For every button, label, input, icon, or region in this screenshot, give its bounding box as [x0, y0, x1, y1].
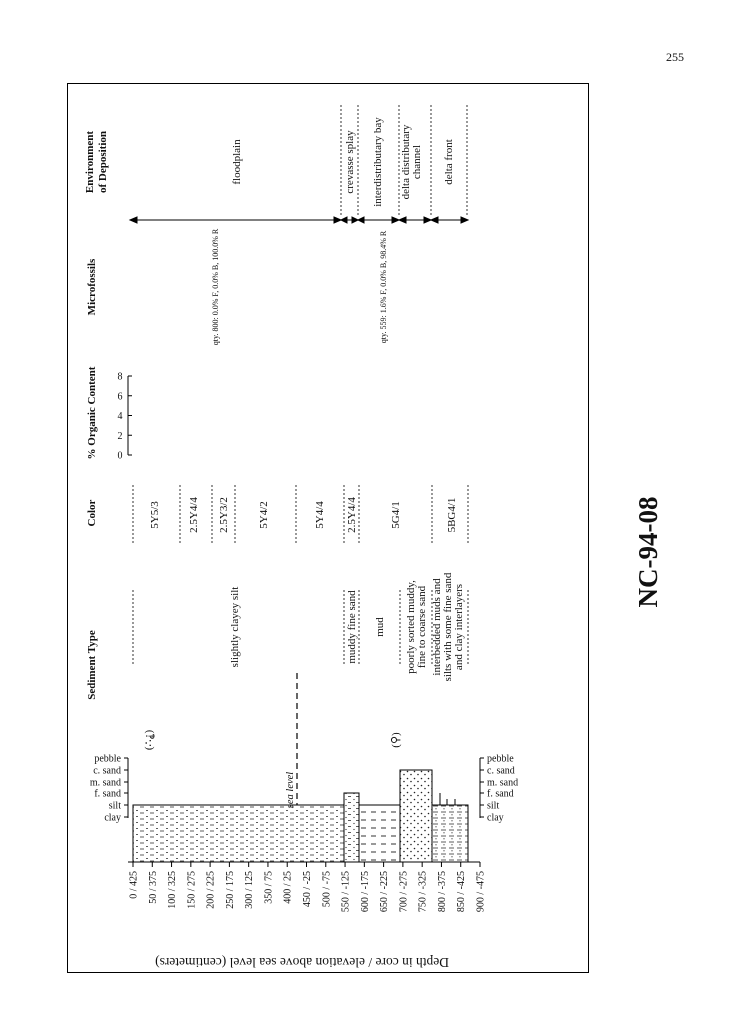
depth-tick-label: 500 / -75 [321, 871, 333, 908]
color-5: 5Y4/4 [314, 501, 326, 529]
page-number: 255 [666, 50, 684, 64]
grain-label-left: f. sand [94, 788, 121, 800]
depth-tick-label: 650 / -225 [379, 871, 391, 913]
depth-tick-label: 450 / -25 [302, 871, 313, 908]
grain-label-left: c. sand [93, 765, 121, 777]
depth-tick-label: 150 / 275 [186, 871, 198, 909]
grain-label-left: pebble [94, 753, 121, 765]
header-environment-line1: Environment [84, 130, 96, 194]
shell-symbol: (⚲) [390, 732, 402, 748]
sediment-1: slightly clayey silt [229, 586, 241, 668]
core-title: NC-94-08 [633, 496, 663, 608]
header-color: Color [86, 499, 98, 527]
color-8: 5BG4/1 [446, 497, 458, 533]
grain-label-right: c. sand [487, 765, 515, 777]
depth-tick-label: 50 / 375 [147, 871, 159, 904]
unit-mud [359, 805, 400, 862]
color-column [133, 485, 468, 545]
sediment-3: mud [374, 617, 386, 637]
depth-ticks [129, 862, 487, 912]
sediment-2: muddy fine sand [346, 590, 358, 664]
organic-content-scale [118, 372, 133, 462]
depth-tick-label: 550 / -125 [340, 871, 352, 913]
sea-level-label: sea level [285, 771, 296, 809]
grain-scale-right [480, 754, 518, 824]
sediment-5: interbedded muds andsilts with some fine sandand clay interlayers [431, 572, 465, 682]
unit-slightly-clayey-silt [133, 805, 344, 862]
grain-label-left: silt [108, 800, 121, 812]
microfossil-bay: qty. 559: 1.6% F, 0.0% B, 98.4% R [379, 230, 388, 344]
depth-tick-label: 100 / 325 [167, 871, 179, 909]
grain-label-right: f. sand [487, 788, 514, 800]
env-interdistributary-bay: interdistributary bay [372, 117, 384, 207]
header-sediment-type: Sediment Type [86, 630, 98, 700]
microfossils-column [211, 228, 388, 345]
depth-tick-label: 0 / 425 [128, 871, 140, 899]
header-environment-line2: of Deposition [97, 130, 109, 194]
grain-label-right: pebble [487, 753, 514, 765]
grain-label-right: m. sand [487, 777, 519, 789]
header-microfossils: Microfossils [86, 258, 98, 316]
organic-tick-label: 4 [117, 411, 123, 422]
unit-muddy-fine-sand [344, 793, 359, 862]
depth-tick-label: 200 / 225 [205, 871, 217, 909]
env-delta-front: delta front [443, 139, 455, 185]
depth-tick-label: 900 / -475 [475, 871, 487, 913]
depth-tick-label: 850 / -425 [456, 871, 468, 913]
lithology-column [90, 673, 518, 970]
env-crevasse-splay: crevasse splay [344, 130, 356, 194]
depth-axis-label: Depth in core / elevation above sea level (centimeters) [155, 955, 449, 970]
sediment-4: poorly sorted muddy,fine to coarse sand [405, 580, 428, 674]
depth-tick-label: 800 / -375 [436, 871, 448, 913]
root-symbol: (∴⸘) [143, 729, 155, 751]
depth-tick-label: 250 / 175 [224, 871, 236, 909]
grain-label-left: clay [104, 812, 121, 824]
depth-tick-label: 750 / -325 [417, 871, 429, 913]
organic-tick-label: 6 [117, 391, 123, 403]
organic-tick-label: 2 [117, 430, 123, 442]
organic-tick-label: 8 [117, 371, 123, 383]
color-1: 5Y5/3 [149, 501, 161, 529]
env-delta-distributary-channel: delta distributarychannel [400, 124, 423, 200]
color-2: 2.5Y4/4 [188, 497, 200, 533]
grain-scale-left [90, 754, 128, 824]
column-headers [84, 131, 109, 700]
depth-tick-label: 600 / -175 [359, 871, 371, 913]
color-6: 2.5Y4/4 [346, 497, 358, 533]
color-7: 5G4/1 [390, 501, 402, 529]
color-3: 2.5Y3/2 [218, 497, 230, 533]
environment-column [130, 105, 468, 223]
organic-tick-label: 0 [117, 450, 123, 462]
header-organic: % Organic Content [86, 366, 98, 460]
depth-tick-label: 700 / -275 [398, 871, 410, 913]
depth-tick-label: 350 / 75 [263, 871, 275, 904]
env-floodplain: floodplain [231, 139, 243, 185]
unit-poorly-sorted-sand [400, 770, 432, 862]
sediment-type-column [133, 572, 468, 681]
grain-label-left: m. sand [89, 777, 121, 789]
grain-label-right: clay [487, 812, 504, 824]
depth-tick-label: 300 / 125 [244, 871, 256, 909]
grain-label-right: silt [487, 800, 500, 812]
color-4: 5Y4/2 [258, 501, 270, 529]
unit-interbedded [432, 805, 468, 862]
depth-tick-label: 400 / 25 [282, 871, 294, 904]
microfossil-floodplain: qty. 800: 0.0% F, 0.0% B, 100.0% R [211, 228, 220, 346]
